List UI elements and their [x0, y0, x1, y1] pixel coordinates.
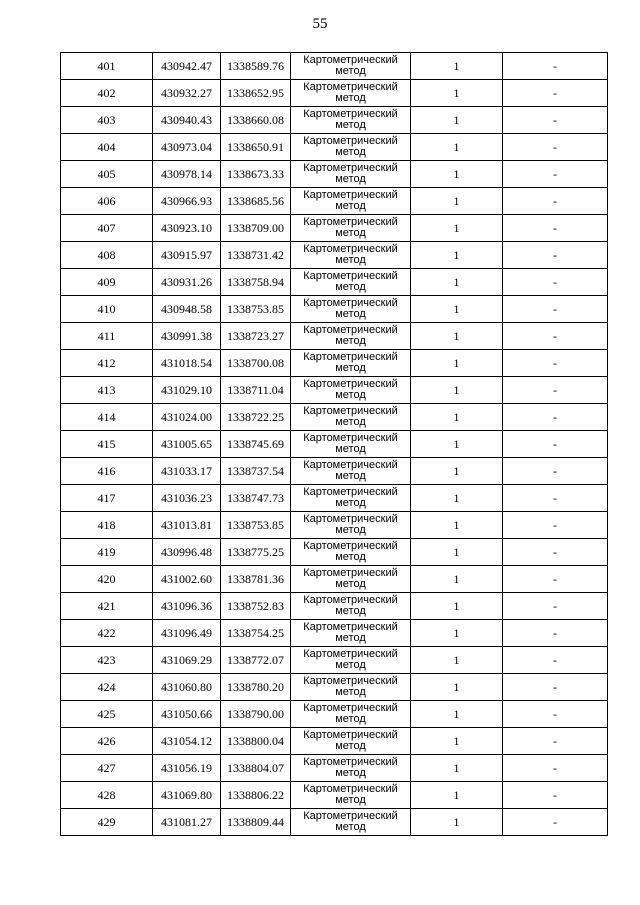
precision-cell: 1	[411, 242, 503, 269]
method-line-2: метод	[335, 200, 366, 212]
precision-cell: 1	[411, 215, 503, 242]
y-coordinate-cell: 1338753.85	[221, 512, 291, 539]
method-line-2: метод	[335, 254, 366, 266]
x-coordinate-cell: 431018.54	[153, 350, 221, 377]
x-coordinate-cell: 431054.12	[153, 728, 221, 755]
table-row	[61, 80, 608, 107]
precision-cell: 1	[411, 296, 503, 323]
x-coordinate-cell: 431081.27	[153, 809, 221, 836]
point-number-cell: 405	[61, 161, 153, 188]
description-cell: -	[503, 782, 608, 809]
table-row	[61, 161, 608, 188]
x-coordinate-cell: 431069.80	[153, 782, 221, 809]
method-line-2: метод	[335, 767, 366, 779]
precision-cell: 1	[411, 566, 503, 593]
point-number-cell: 404	[61, 134, 153, 161]
point-number-cell: 421	[61, 593, 153, 620]
precision-cell: 1	[411, 431, 503, 458]
method-line-1: Картометрический	[303, 81, 398, 93]
y-coordinate-cell: 1338723.27	[221, 323, 291, 350]
y-coordinate-cell: 1338780.20	[221, 674, 291, 701]
precision-cell: 1	[411, 404, 503, 431]
method-line-1: Картометрический	[303, 729, 398, 741]
description-cell: -	[503, 539, 608, 566]
method-line-2: метод	[335, 416, 366, 428]
x-coordinate-cell: 430932.27	[153, 80, 221, 107]
point-number-cell: 419	[61, 539, 153, 566]
method-line-2: метод	[335, 632, 366, 644]
y-coordinate-cell: 1338806.22	[221, 782, 291, 809]
precision-cell: 1	[411, 539, 503, 566]
description-cell: -	[503, 485, 608, 512]
precision-cell: 1	[411, 350, 503, 377]
description-cell: -	[503, 161, 608, 188]
method-line-1: Картометрический	[303, 540, 398, 552]
x-coordinate-cell: 431096.49	[153, 620, 221, 647]
y-coordinate-cell: 1338758.94	[221, 269, 291, 296]
table-row	[61, 755, 608, 782]
method-line-2: метод	[335, 497, 366, 509]
description-cell: -	[503, 350, 608, 377]
x-coordinate-cell: 430973.04	[153, 134, 221, 161]
point-number-cell: 406	[61, 188, 153, 215]
method-cell	[291, 269, 411, 296]
point-number-cell: 425	[61, 701, 153, 728]
table-row	[61, 296, 608, 323]
point-number-cell: 402	[61, 80, 153, 107]
description-cell: -	[503, 512, 608, 539]
y-coordinate-cell: 1338775.25	[221, 539, 291, 566]
method-line-1: Картометрический	[303, 189, 398, 201]
method-cell	[291, 539, 411, 566]
method-line-2: метод	[335, 389, 366, 401]
method-line-1: Картометрический	[303, 243, 398, 255]
point-number-cell: 407	[61, 215, 153, 242]
y-coordinate-cell: 1338772.07	[221, 647, 291, 674]
table-row	[61, 404, 608, 431]
y-coordinate-cell: 1338731.42	[221, 242, 291, 269]
method-line-1: Картометрический	[303, 297, 398, 309]
precision-cell: 1	[411, 80, 503, 107]
point-number-cell: 408	[61, 242, 153, 269]
y-coordinate-cell: 1338747.73	[221, 485, 291, 512]
table-row	[61, 377, 608, 404]
precision-cell: 1	[411, 458, 503, 485]
method-line-1: Картометрический	[303, 810, 398, 822]
precision-cell: 1	[411, 782, 503, 809]
table-row	[61, 620, 608, 647]
precision-cell: 1	[411, 134, 503, 161]
method-cell	[291, 701, 411, 728]
table-row	[61, 512, 608, 539]
table-row	[61, 539, 608, 566]
precision-cell: 1	[411, 674, 503, 701]
method-line-1: Картометрический	[303, 378, 398, 390]
method-line-1: Картометрический	[303, 513, 398, 525]
method-cell	[291, 161, 411, 188]
precision-cell: 1	[411, 701, 503, 728]
method-cell	[291, 431, 411, 458]
table-row	[61, 782, 608, 809]
point-number-cell: 409	[61, 269, 153, 296]
method-line-2: метод	[335, 443, 366, 455]
method-cell	[291, 809, 411, 836]
method-cell	[291, 53, 411, 80]
method-line-2: метод	[335, 578, 366, 590]
x-coordinate-cell: 431002.60	[153, 566, 221, 593]
description-cell: -	[503, 296, 608, 323]
table-row	[61, 485, 608, 512]
description-cell: -	[503, 566, 608, 593]
coordinates-table	[60, 52, 608, 836]
table-row	[61, 728, 608, 755]
method-line-2: метод	[335, 146, 366, 158]
method-line-2: метод	[335, 524, 366, 536]
table-row	[61, 431, 608, 458]
precision-cell: 1	[411, 647, 503, 674]
y-coordinate-cell: 1338753.85	[221, 296, 291, 323]
description-cell: -	[503, 458, 608, 485]
method-cell	[291, 134, 411, 161]
y-coordinate-cell: 1338752.83	[221, 593, 291, 620]
method-line-2: метод	[335, 551, 366, 563]
table-row	[61, 566, 608, 593]
precision-cell: 1	[411, 377, 503, 404]
method-cell	[291, 485, 411, 512]
table-row	[61, 458, 608, 485]
table-row	[61, 134, 608, 161]
method-line-2: метод	[335, 173, 366, 185]
point-number-cell: 410	[61, 296, 153, 323]
description-cell: -	[503, 107, 608, 134]
x-coordinate-cell: 430923.10	[153, 215, 221, 242]
method-line-1: Картометрический	[303, 783, 398, 795]
point-number-cell: 423	[61, 647, 153, 674]
table-row	[61, 809, 608, 836]
description-cell: -	[503, 755, 608, 782]
method-cell	[291, 782, 411, 809]
x-coordinate-cell: 430915.97	[153, 242, 221, 269]
y-coordinate-cell: 1338685.56	[221, 188, 291, 215]
description-cell: -	[503, 593, 608, 620]
method-line-1: Картометрический	[303, 54, 398, 66]
table-row	[61, 188, 608, 215]
table-row	[61, 269, 608, 296]
method-line-2: метод	[335, 119, 366, 131]
table-row	[61, 350, 608, 377]
description-cell: -	[503, 404, 608, 431]
method-cell	[291, 593, 411, 620]
method-cell	[291, 188, 411, 215]
x-coordinate-cell: 430996.48	[153, 539, 221, 566]
x-coordinate-cell: 430931.26	[153, 269, 221, 296]
point-number-cell: 418	[61, 512, 153, 539]
method-line-1: Картометрический	[303, 675, 398, 687]
method-line-2: метод	[335, 713, 366, 725]
method-cell	[291, 566, 411, 593]
method-cell	[291, 620, 411, 647]
method-line-2: метод	[335, 362, 366, 374]
method-line-2: метод	[335, 335, 366, 347]
page-number: 55	[312, 16, 328, 32]
y-coordinate-cell: 1338800.04	[221, 728, 291, 755]
y-coordinate-cell: 1338754.25	[221, 620, 291, 647]
precision-cell: 1	[411, 620, 503, 647]
method-cell	[291, 215, 411, 242]
description-cell: -	[503, 323, 608, 350]
y-coordinate-cell: 1338660.08	[221, 107, 291, 134]
method-line-2: метод	[335, 686, 366, 698]
precision-cell: 1	[411, 269, 503, 296]
y-coordinate-cell: 1338722.25	[221, 404, 291, 431]
x-coordinate-cell: 430940.43	[153, 107, 221, 134]
y-coordinate-cell: 1338709.00	[221, 215, 291, 242]
precision-cell: 1	[411, 593, 503, 620]
method-line-1: Картометрический	[303, 270, 398, 282]
point-number-cell: 424	[61, 674, 153, 701]
description-cell: -	[503, 728, 608, 755]
precision-cell: 1	[411, 188, 503, 215]
method-line-2: метод	[335, 794, 366, 806]
method-line-1: Картометрический	[303, 567, 398, 579]
y-coordinate-cell: 1338650.91	[221, 134, 291, 161]
point-number-cell: 429	[61, 809, 153, 836]
point-number-cell: 420	[61, 566, 153, 593]
precision-cell: 1	[411, 755, 503, 782]
table-row	[61, 53, 608, 80]
method-line-1: Картометрический	[303, 621, 398, 633]
method-line-1: Картометрический	[303, 135, 398, 147]
description-cell: -	[503, 53, 608, 80]
precision-cell: 1	[411, 323, 503, 350]
y-coordinate-cell: 1338711.04	[221, 377, 291, 404]
point-number-cell: 412	[61, 350, 153, 377]
point-number-cell: 422	[61, 620, 153, 647]
x-coordinate-cell: 431029.10	[153, 377, 221, 404]
x-coordinate-cell: 431036.23	[153, 485, 221, 512]
y-coordinate-cell: 1338673.33	[221, 161, 291, 188]
point-number-cell: 417	[61, 485, 153, 512]
x-coordinate-cell: 431013.81	[153, 512, 221, 539]
method-line-2: метод	[335, 308, 366, 320]
description-cell: -	[503, 215, 608, 242]
precision-cell: 1	[411, 161, 503, 188]
method-line-1: Картометрический	[303, 486, 398, 498]
method-line-1: Картометрический	[303, 324, 398, 336]
method-cell	[291, 107, 411, 134]
y-coordinate-cell: 1338781.36	[221, 566, 291, 593]
point-number-cell: 428	[61, 782, 153, 809]
table-row	[61, 647, 608, 674]
table-row	[61, 674, 608, 701]
x-coordinate-cell: 430948.58	[153, 296, 221, 323]
method-cell	[291, 350, 411, 377]
method-cell	[291, 80, 411, 107]
method-line-2: метод	[335, 281, 366, 293]
method-line-1: Картометрический	[303, 162, 398, 174]
description-cell: -	[503, 188, 608, 215]
x-coordinate-cell: 431024.00	[153, 404, 221, 431]
method-line-1: Картометрический	[303, 108, 398, 120]
x-coordinate-cell: 430991.38	[153, 323, 221, 350]
y-coordinate-cell: 1338745.69	[221, 431, 291, 458]
method-cell	[291, 458, 411, 485]
x-coordinate-cell: 430942.47	[153, 53, 221, 80]
method-line-2: метод	[335, 740, 366, 752]
point-number-cell: 426	[61, 728, 153, 755]
y-coordinate-cell: 1338589.76	[221, 53, 291, 80]
method-cell	[291, 242, 411, 269]
method-cell	[291, 647, 411, 674]
description-cell: -	[503, 674, 608, 701]
method-line-1: Картометрический	[303, 648, 398, 660]
precision-cell: 1	[411, 809, 503, 836]
y-coordinate-cell: 1338790.00	[221, 701, 291, 728]
table-row	[61, 701, 608, 728]
x-coordinate-cell: 431033.17	[153, 458, 221, 485]
table-row	[61, 323, 608, 350]
method-cell	[291, 755, 411, 782]
method-line-2: метод	[335, 227, 366, 239]
precision-cell: 1	[411, 107, 503, 134]
method-line-1: Картометрический	[303, 405, 398, 417]
method-line-1: Картометрический	[303, 351, 398, 363]
table-body	[61, 53, 608, 836]
table-row	[61, 215, 608, 242]
x-coordinate-cell: 431096.36	[153, 593, 221, 620]
x-coordinate-cell: 430966.93	[153, 188, 221, 215]
method-line-1: Картометрический	[303, 216, 398, 228]
description-cell: -	[503, 269, 608, 296]
method-cell	[291, 377, 411, 404]
x-coordinate-cell: 431050.66	[153, 701, 221, 728]
method-line-1: Картометрический	[303, 756, 398, 768]
method-line-2: метод	[335, 65, 366, 77]
description-cell: -	[503, 701, 608, 728]
point-number-cell: 416	[61, 458, 153, 485]
method-line-1: Картометрический	[303, 702, 398, 714]
x-coordinate-cell: 430978.14	[153, 161, 221, 188]
y-coordinate-cell: 1338737.54	[221, 458, 291, 485]
method-line-1: Картометрический	[303, 459, 398, 471]
description-cell: -	[503, 377, 608, 404]
point-number-cell: 415	[61, 431, 153, 458]
precision-cell: 1	[411, 53, 503, 80]
method-line-1: Картометрический	[303, 432, 398, 444]
description-cell: -	[503, 620, 608, 647]
method-cell	[291, 323, 411, 350]
description-cell: -	[503, 647, 608, 674]
point-number-cell: 411	[61, 323, 153, 350]
method-cell	[291, 404, 411, 431]
description-cell: -	[503, 80, 608, 107]
y-coordinate-cell: 1338804.07	[221, 755, 291, 782]
method-line-1: Картометрический	[303, 594, 398, 606]
y-coordinate-cell: 1338652.95	[221, 80, 291, 107]
method-cell	[291, 674, 411, 701]
precision-cell: 1	[411, 512, 503, 539]
point-number-cell: 401	[61, 53, 153, 80]
method-line-2: метод	[335, 92, 366, 104]
table-row	[61, 107, 608, 134]
y-coordinate-cell: 1338700.08	[221, 350, 291, 377]
method-cell	[291, 728, 411, 755]
method-cell	[291, 512, 411, 539]
precision-cell: 1	[411, 728, 503, 755]
point-number-cell: 403	[61, 107, 153, 134]
description-cell: -	[503, 242, 608, 269]
method-line-2: метод	[335, 470, 366, 482]
precision-cell: 1	[411, 485, 503, 512]
x-coordinate-cell: 431060.80	[153, 674, 221, 701]
description-cell: -	[503, 431, 608, 458]
method-cell	[291, 296, 411, 323]
description-cell: -	[503, 134, 608, 161]
method-line-2: метод	[335, 821, 366, 833]
description-cell: -	[503, 809, 608, 836]
x-coordinate-cell: 431056.19	[153, 755, 221, 782]
method-line-2: метод	[335, 659, 366, 671]
x-coordinate-cell: 431069.29	[153, 647, 221, 674]
point-number-cell: 414	[61, 404, 153, 431]
method-line-2: метод	[335, 605, 366, 617]
x-coordinate-cell: 431005.65	[153, 431, 221, 458]
table-row	[61, 593, 608, 620]
table-row	[61, 242, 608, 269]
y-coordinate-cell: 1338809.44	[221, 809, 291, 836]
point-number-cell: 413	[61, 377, 153, 404]
point-number-cell: 427	[61, 755, 153, 782]
